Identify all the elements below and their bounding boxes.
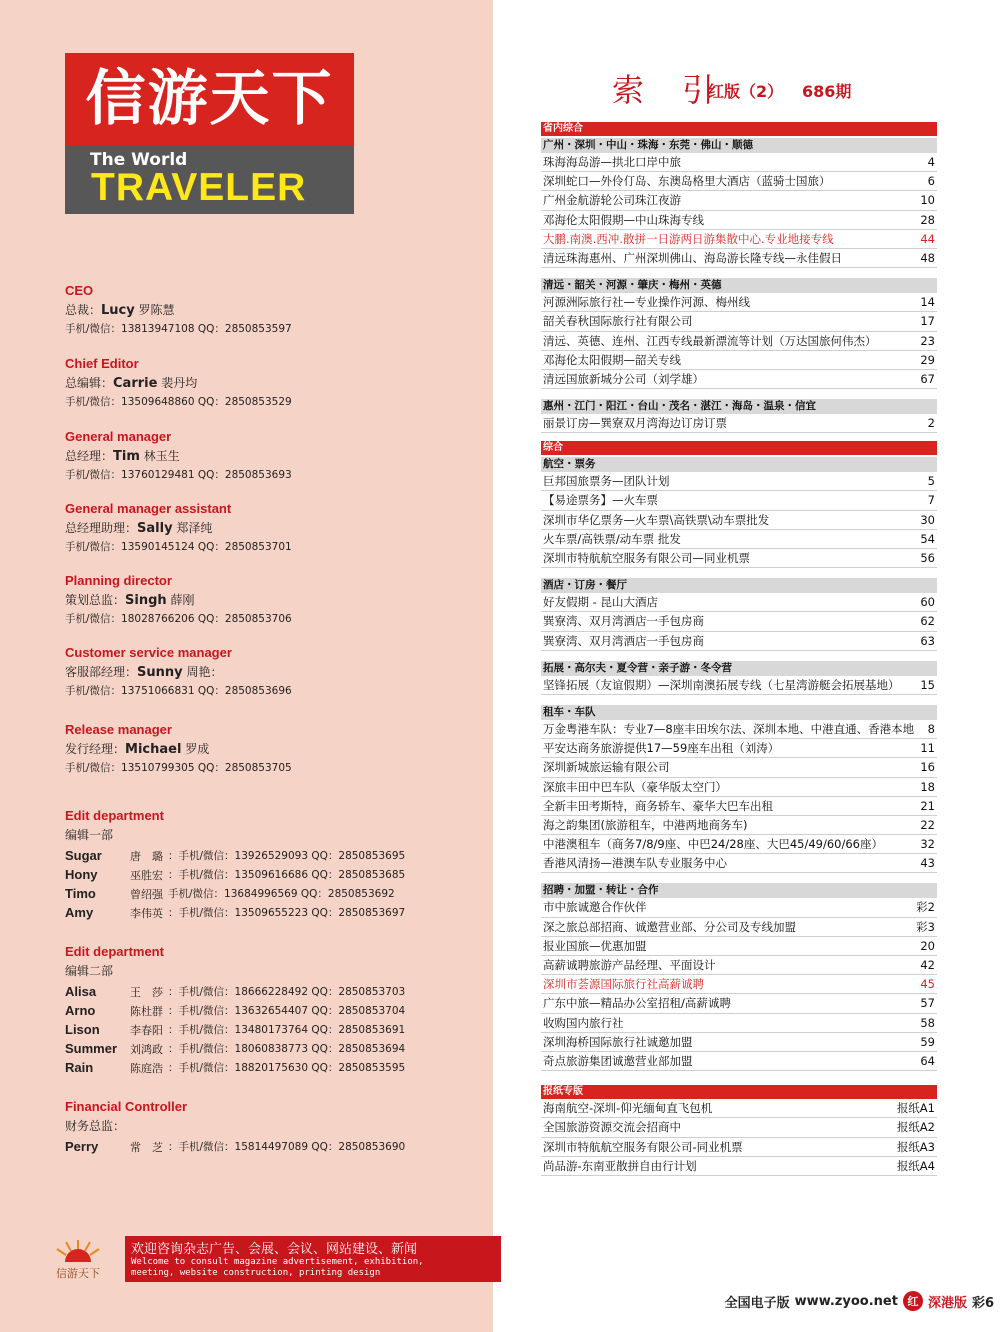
member-row bbox=[65, 884, 485, 903]
entry-title: 深之旅总部招商、诚邀营业部、分公司及专线加盟 bbox=[543, 919, 796, 934]
entry-title: 深圳新城旅运输有限公司 bbox=[543, 760, 670, 775]
staff-name-cn: 郑泽纯 bbox=[172, 521, 213, 535]
staff-role: Customer service manager bbox=[65, 645, 232, 660]
staff-title: 总编辑： bbox=[65, 376, 114, 390]
member-name-cn: 陈杜群 bbox=[130, 1004, 163, 1018]
entry-title: 火车票/高铁票/动车票 批发 bbox=[543, 531, 681, 546]
entry-page: 报纸A2 bbox=[896, 1120, 935, 1135]
department-title: Financial Controller bbox=[65, 1099, 188, 1114]
entry-page: 彩2 bbox=[916, 900, 935, 915]
entry-title: 万金粤港车队：专业7—8座丰田埃尔法、深圳本地、中港直通、香港本地 bbox=[543, 721, 915, 736]
entry-title: 香港风清扬—港澳车队专业服务中心 bbox=[543, 856, 727, 871]
staff-contact: 手机/微信：13760129481 QQ：2850853693 bbox=[65, 469, 292, 481]
member-name-en: Alisa bbox=[65, 984, 97, 999]
index-entry[interactable] bbox=[541, 1118, 937, 1137]
member-row bbox=[65, 1001, 485, 1020]
sun-logo-icon bbox=[41, 1236, 116, 1282]
department-title: Edit department bbox=[65, 944, 164, 959]
entry-title: 中港澳租车（商务7/8/9座、中巴24/28座、大巴45/49/60/66座） bbox=[543, 837, 883, 852]
entry-page: 63 bbox=[920, 633, 935, 648]
entry-title: 邓海伦太阳假期—中山珠海专线 bbox=[543, 212, 704, 227]
footer-url[interactable]: www.zyoo.net bbox=[794, 1293, 898, 1309]
index-category: 综合 bbox=[541, 441, 937, 455]
entry-page: 64 bbox=[920, 1053, 935, 1068]
index-entry[interactable] bbox=[541, 918, 937, 937]
member-name-en: Hony bbox=[65, 867, 98, 882]
member-name-cn: 李伟英 bbox=[130, 906, 163, 920]
member-contact: ：手机/微信：18060838773 QQ：2850853694 bbox=[168, 1043, 406, 1055]
index-entry[interactable] bbox=[541, 293, 937, 312]
staff-title: 总裁： bbox=[65, 303, 102, 317]
staff-name bbox=[65, 740, 485, 757]
staff-title: 发行经理： bbox=[65, 742, 126, 756]
member-row bbox=[65, 903, 485, 922]
entry-page: 42 bbox=[920, 958, 935, 972]
index-entry[interactable] bbox=[541, 1157, 937, 1176]
entry-title: 尚品游-东南亚散拼自由行计划 bbox=[543, 1158, 697, 1173]
index-entry[interactable] bbox=[541, 593, 937, 612]
index-entry[interactable] bbox=[541, 720, 937, 739]
entry-page: 48 bbox=[920, 250, 935, 265]
staff-name-en: Sally bbox=[137, 521, 173, 536]
entry-page: 5 bbox=[927, 474, 935, 489]
entry-page: 7 bbox=[927, 493, 935, 508]
staff-block bbox=[65, 283, 485, 336]
entry-page: 58 bbox=[920, 1015, 935, 1030]
index-region: 招聘・加盟・转让・合作 bbox=[541, 883, 937, 898]
entry-title: 【易途票务】—火车票 bbox=[543, 493, 658, 508]
member-name-en: Sugar bbox=[65, 848, 102, 863]
entry-page: 17 bbox=[920, 314, 935, 329]
entry-title: 清远珠海惠州、广州深圳佛山、海岛游长隆专线—永佳假日 bbox=[543, 250, 842, 265]
footer-edition: 深港版 bbox=[927, 1295, 967, 1311]
department-subtitle: 编辑一部 bbox=[65, 828, 114, 842]
staff-role: General manager bbox=[65, 429, 172, 444]
entry-title: 珠海海岛游—拱北口岸中旅 bbox=[543, 155, 681, 169]
entry-title: 邓海伦太阳假期—韶关专线 bbox=[543, 352, 681, 367]
entry-page: 18 bbox=[920, 779, 935, 794]
banner-chinese-text: 欢迎咨询杂志广告、会展、会议、网站建设、新闻 bbox=[131, 1242, 418, 1257]
member-name-cn: 李春阳 bbox=[130, 1023, 163, 1037]
index-entry[interactable] bbox=[541, 549, 937, 568]
member-name-cn: 曾绍强 bbox=[130, 887, 163, 901]
index-entry[interactable] bbox=[541, 172, 937, 191]
index-entry[interactable] bbox=[541, 758, 937, 777]
index-region: 拓展・高尔夫・夏令营・亲子游・冬令营 bbox=[541, 661, 937, 676]
index-entry[interactable] bbox=[541, 472, 937, 491]
staff-name-cn: 薛刚 bbox=[166, 593, 195, 607]
entry-page: 2 bbox=[927, 416, 935, 431]
index-entry[interactable] bbox=[541, 816, 937, 835]
index-entry[interactable] bbox=[541, 511, 937, 530]
member-row bbox=[65, 1020, 485, 1039]
staff-name-en: Singh bbox=[125, 593, 167, 608]
index-entry[interactable] bbox=[541, 1033, 937, 1052]
entry-page: 57 bbox=[920, 996, 935, 1011]
entry-page: 28 bbox=[920, 212, 935, 227]
staff-contact: 手机/微信：13751066831 QQ：2850853696 bbox=[65, 685, 292, 697]
entry-title: 深圳市华亿票务—火车票\高铁票\动车票批发 bbox=[543, 512, 770, 527]
index-entry[interactable] bbox=[541, 491, 937, 510]
member-contact: 手机/微信：13684996569 QQ：2850853692 bbox=[168, 888, 395, 900]
entry-page: 32 bbox=[920, 837, 935, 852]
index-region: 航空・票务 bbox=[541, 457, 937, 472]
staff-role: Release manager bbox=[65, 722, 172, 737]
index-entry[interactable] bbox=[541, 249, 937, 268]
index-entry[interactable] bbox=[541, 898, 937, 917]
entry-title: 深圳市荟源国际旅行社高薪诚聘 bbox=[543, 977, 704, 992]
staff-name bbox=[65, 591, 485, 608]
index-entry[interactable] bbox=[541, 530, 937, 549]
index-entry[interactable] bbox=[541, 332, 937, 351]
entry-page: 23 bbox=[920, 333, 935, 348]
index-entry[interactable] bbox=[541, 632, 937, 651]
staff-role: Planning director bbox=[65, 573, 172, 588]
entry-page: 45 bbox=[920, 977, 935, 992]
entry-title: 深圳海桥国际旅行社诚邀加盟 bbox=[543, 1034, 693, 1049]
staff-name-en: Carrie bbox=[113, 376, 158, 391]
entry-title: 深圳市特航航空服务有限公司—同业机票 bbox=[543, 551, 750, 565]
entry-page: 60 bbox=[920, 595, 935, 610]
entry-title: 河源洲际旅行社—专业操作河源、梅州线 bbox=[543, 295, 750, 310]
entry-page: 30 bbox=[920, 512, 935, 527]
entry-title: 巽寮湾、双月湾酒店一手包房商 bbox=[543, 633, 704, 648]
index-entry[interactable] bbox=[541, 612, 937, 631]
member-name-cn: 王 莎 bbox=[130, 985, 163, 999]
entry-page: 11 bbox=[920, 741, 935, 756]
red-badge-icon: 红 bbox=[903, 1291, 923, 1311]
index-entry[interactable] bbox=[541, 854, 937, 873]
member-name-en: Timo bbox=[65, 886, 96, 901]
entry-title: 广州金航游轮公司珠江夜游 bbox=[543, 193, 681, 208]
member-name-en: Summer bbox=[65, 1041, 118, 1056]
member-contact: ：手机/微信：18666228492 QQ：2850853703 bbox=[168, 986, 406, 998]
department-subtitle: 财务总监： bbox=[65, 1119, 126, 1133]
edit-department-2 bbox=[65, 944, 485, 1077]
member-row bbox=[65, 1137, 485, 1156]
index-entry[interactable] bbox=[541, 1138, 937, 1157]
staff-title: 总经理： bbox=[65, 449, 114, 463]
index-entry[interactable] bbox=[541, 370, 937, 389]
index-category: 省内综合 bbox=[541, 122, 937, 136]
banner-logo bbox=[41, 1236, 116, 1282]
entry-title: 深圳市特航航空服务有限公司-同业机票 bbox=[543, 1139, 743, 1154]
entry-page: 59 bbox=[920, 1034, 935, 1049]
entry-page: 15 bbox=[920, 677, 935, 692]
staff-name-cn: 罗成 bbox=[181, 742, 210, 756]
entry-page: 22 bbox=[920, 817, 935, 832]
entry-page: 54 bbox=[920, 531, 935, 546]
member-row bbox=[65, 865, 485, 884]
staff-block bbox=[65, 356, 485, 409]
index-entry[interactable] bbox=[541, 994, 937, 1013]
member-name-cn: 刘鸿政 bbox=[130, 1042, 163, 1056]
staff-block bbox=[65, 573, 485, 626]
entry-page: 报纸A4 bbox=[896, 1158, 935, 1173]
member-name-en: Amy bbox=[65, 905, 94, 920]
member-row bbox=[65, 846, 485, 865]
index-list bbox=[541, 122, 937, 1176]
issue-number: 686期 bbox=[802, 82, 852, 101]
entry-title: 巽寮湾、双月湾酒店一手包房商 bbox=[543, 614, 704, 629]
entry-title: 全新丰田考斯特，商务轿车、豪华大巴车出租 bbox=[543, 798, 773, 813]
entry-title: 奇点旅游集团诚邀营业部加盟 bbox=[543, 1053, 693, 1068]
magazine-logo bbox=[65, 53, 354, 214]
department-title: Edit department bbox=[65, 808, 164, 823]
entry-title: 坚锋拓展（友谊假期）—深圳南澳拓展专线（七星湾游艇会拓展基地） bbox=[543, 677, 900, 692]
index-entry[interactable] bbox=[541, 351, 937, 370]
member-contact: ：手机/微信：18820175630 QQ：2850853595 bbox=[168, 1062, 406, 1074]
staff-name-cn: 裴丹均 bbox=[157, 376, 198, 390]
entry-title: 韶关春秋国际旅行社有限公司 bbox=[543, 314, 693, 329]
staff-title: 总经理助理： bbox=[65, 521, 138, 535]
entry-title: 丽景订房—巽寮双月湾海边订房订票 bbox=[543, 416, 727, 431]
member-contact: ：手机/微信：13509655223 QQ：2850853697 bbox=[168, 907, 406, 919]
entry-title: 海之韵集团(旅游租车，中港两地商务车) bbox=[543, 817, 748, 832]
index-entry[interactable] bbox=[541, 797, 937, 816]
member-name-en: Perry bbox=[65, 1139, 99, 1154]
index-entry[interactable] bbox=[541, 956, 937, 975]
index-entry[interactable] bbox=[541, 312, 937, 331]
index-entry[interactable] bbox=[541, 1052, 937, 1071]
entry-page: 10 bbox=[920, 193, 935, 208]
index-entry[interactable] bbox=[541, 676, 937, 695]
member-name-cn: 常 芝 bbox=[130, 1140, 163, 1154]
staff-role: General manager assistant bbox=[65, 501, 232, 516]
entry-title: 全国旅游资源交流会招商中 bbox=[543, 1120, 681, 1135]
member-name-cn: 巫胜宏 bbox=[130, 868, 163, 882]
index-entry[interactable] bbox=[541, 1099, 937, 1118]
staff-name bbox=[65, 374, 485, 391]
index-entry[interactable] bbox=[541, 739, 937, 758]
entry-page: 21 bbox=[920, 798, 935, 813]
index-region: 惠州・江门・阳江・台山・茂名・湛江・海岛・温泉・信宜 bbox=[541, 399, 937, 414]
entry-title: 平安达商务旅游提供17—59座车出租（刘涛） bbox=[543, 741, 780, 756]
entry-page: 报纸A3 bbox=[896, 1139, 935, 1154]
staff-contact: 手机/微信：13509648860 QQ：2850853529 bbox=[65, 396, 292, 408]
staff-contact: 手机/微信：18028766206 QQ：2850853706 bbox=[65, 613, 292, 625]
staff-name-en: Michael bbox=[125, 742, 182, 757]
member-name-en: Arno bbox=[65, 1003, 96, 1018]
index-region: 租车・车队 bbox=[541, 705, 937, 720]
index-category: 报纸专版 bbox=[541, 1085, 937, 1099]
entry-title: 市中旅诚邀合作伙伴 bbox=[543, 900, 647, 915]
index-region: 酒店・订房・餐厅 bbox=[541, 578, 937, 593]
staff-contact: 手机/微信：13590145124 QQ：2850853701 bbox=[65, 541, 292, 553]
banner-english-text: Welcome to consult magazine advertisement, exhibition, meeting, website construction, printing design bbox=[131, 1257, 424, 1278]
edit-department-1 bbox=[65, 808, 485, 922]
index-region: 广州・深圳・中山・珠海・东莞・佛山・顺德 bbox=[541, 138, 937, 153]
entry-title: 收购国内旅行社 bbox=[543, 1015, 624, 1030]
footer-label: 全国电子版 bbox=[724, 1295, 790, 1311]
index-entry[interactable] bbox=[541, 414, 937, 433]
member-row bbox=[65, 1039, 485, 1058]
member-name-en: Rain bbox=[65, 1060, 94, 1075]
staff-name-en: Tim bbox=[113, 449, 140, 464]
member-name-cn: 陈庭浩 bbox=[130, 1061, 163, 1075]
entry-page: 16 bbox=[920, 760, 935, 775]
contact-banner bbox=[41, 1236, 461, 1282]
entry-page: 4 bbox=[927, 155, 935, 169]
staff-title: 客服部经理： bbox=[65, 665, 138, 679]
index-entry[interactable] bbox=[541, 1014, 937, 1033]
logo-chinese-title: 信游天下 bbox=[65, 53, 354, 146]
index-entry[interactable] bbox=[541, 230, 937, 249]
entry-title: 深圳蛇口—外伶仃岛、东澳岛格里大酒店（蓝骑士国旅） bbox=[543, 174, 831, 189]
index-entry[interactable] bbox=[541, 153, 937, 172]
entry-title: 广东中旅—精品办公室招租/高薪诚聘 bbox=[543, 996, 731, 1011]
staff-contact: 手机/微信：13510799305 QQ：2850853705 bbox=[65, 762, 292, 774]
index-entry[interactable] bbox=[541, 191, 937, 210]
entry-title: 大鹏.南澳.西冲.散拼一日游两日游集散中心.专业地接专线 bbox=[543, 231, 834, 246]
entry-page: 14 bbox=[920, 295, 935, 310]
entry-title: 深旅丰田中巴车队（豪华版太空门） bbox=[543, 779, 727, 794]
member-contact: ：手机/微信：15814497089 QQ：2850853690 bbox=[168, 1141, 406, 1153]
index-entry[interactable] bbox=[541, 975, 937, 994]
staff-name bbox=[65, 301, 485, 318]
page-title: 索 引 bbox=[612, 71, 729, 109]
entry-title: 报业国旅—优惠加盟 bbox=[543, 938, 647, 953]
staff-name bbox=[65, 663, 485, 680]
member-name-en: Lison bbox=[65, 1022, 100, 1037]
logo-subtitle: The World bbox=[90, 150, 188, 170]
entry-title: 清远国旅新城分公司（刘学雄） bbox=[543, 371, 704, 386]
staff-title: 策划总监： bbox=[65, 593, 126, 607]
index-region: 清远・韶关・河源・肇庆・梅州・英德 bbox=[541, 278, 937, 293]
staff-name bbox=[65, 447, 485, 464]
financial-controller bbox=[65, 1099, 485, 1156]
member-row bbox=[65, 1058, 485, 1077]
member-contact: ：手机/微信：13926529093 QQ：2850853695 bbox=[168, 850, 406, 862]
page-footer bbox=[725, 1291, 994, 1311]
entry-title: 清远、英德、连州、江西专线最新漂流等计划（万达国旅何伟杰） bbox=[543, 333, 877, 348]
entry-title: 海南航空-深圳-仰光缅甸直飞包机 bbox=[543, 1101, 713, 1116]
index-entry[interactable] bbox=[541, 211, 937, 230]
entry-page: 67 bbox=[920, 371, 935, 386]
member-contact: ：手机/微信：13632654407 QQ：2850853704 bbox=[168, 1005, 406, 1017]
member-row bbox=[65, 982, 485, 1001]
entry-page: 6 bbox=[927, 174, 935, 189]
entry-title: 巨邦国旅票务—团队计划 bbox=[543, 474, 670, 489]
entry-page: 8 bbox=[927, 721, 935, 736]
entry-page: 20 bbox=[920, 938, 935, 953]
staff-block bbox=[65, 501, 485, 554]
staff-name-cn: 林玉生 bbox=[139, 449, 180, 463]
staff-block bbox=[65, 645, 485, 698]
index-entry[interactable] bbox=[541, 835, 937, 854]
footer-page-number: 彩6 bbox=[971, 1295, 994, 1311]
entry-page: 彩3 bbox=[916, 919, 935, 934]
staff-role: Chief Editor bbox=[65, 356, 139, 371]
staff-block bbox=[65, 429, 485, 482]
staff-contact: 手机/微信：13813947108 QQ：2850853597 bbox=[65, 323, 292, 335]
member-name-cn: 唐 璐 bbox=[130, 849, 163, 863]
svg-text:信游天下: 信游天下 bbox=[56, 1267, 100, 1280]
entry-title: 好友假期 - 昆山大酒店 bbox=[543, 595, 658, 610]
left-panel bbox=[0, 0, 493, 1332]
member-contact: ：手机/微信：13480173764 QQ：2850853691 bbox=[168, 1024, 406, 1036]
index-entry[interactable] bbox=[541, 937, 937, 956]
staff-role: CEO bbox=[65, 283, 94, 298]
member-contact: ：手机/微信：13509616686 QQ：2850853685 bbox=[168, 869, 406, 881]
staff-name-en: Sunny bbox=[137, 665, 183, 680]
logo-main-title: TRAVELER bbox=[91, 166, 307, 209]
entry-page: 62 bbox=[920, 614, 935, 629]
edition-label: 红版（2） bbox=[708, 82, 784, 101]
staff-name-cn: 周艳： bbox=[182, 665, 223, 679]
entry-title: 高薪诚聘旅游产品经理、平面设计 bbox=[543, 958, 716, 972]
staff-name-cn: 罗陈慧 bbox=[134, 303, 175, 317]
staff-name bbox=[65, 519, 485, 536]
entry-page: 29 bbox=[920, 352, 935, 367]
entry-page: 56 bbox=[920, 551, 935, 565]
index-entry[interactable] bbox=[541, 778, 937, 797]
entry-page: 报纸A1 bbox=[896, 1101, 935, 1116]
staff-name-en: Lucy bbox=[101, 303, 135, 318]
entry-page: 44 bbox=[920, 231, 935, 246]
index-title bbox=[612, 65, 972, 109]
department-subtitle: 编辑二部 bbox=[65, 964, 114, 978]
staff-block bbox=[65, 722, 485, 775]
entry-page: 43 bbox=[920, 856, 935, 871]
